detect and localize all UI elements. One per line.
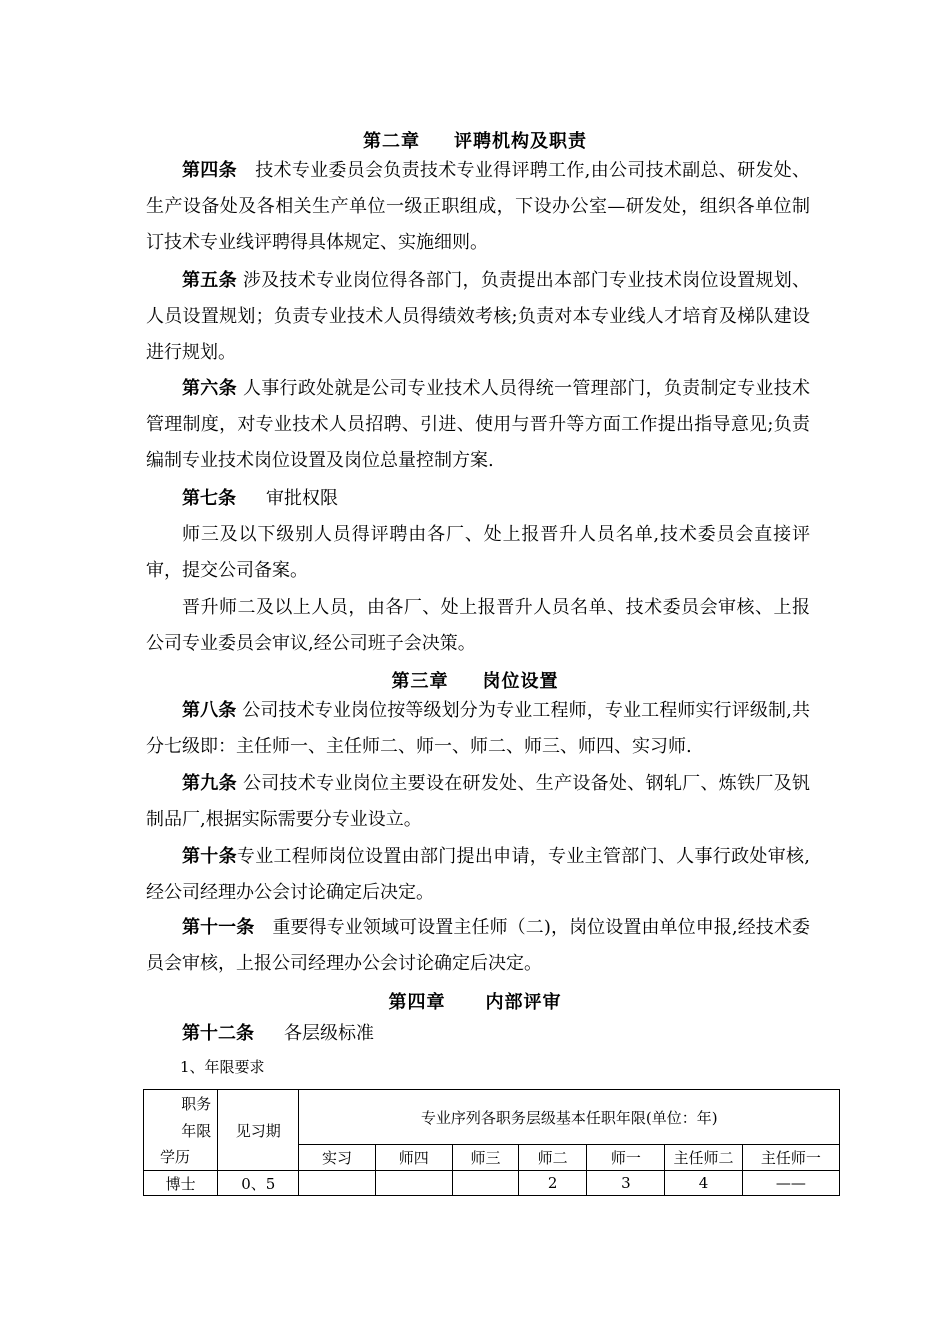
chapter-title: 岗位设置	[482, 671, 559, 692]
level-header: 主任师二	[665, 1145, 742, 1171]
article-9	[146, 766, 810, 838]
article-12	[146, 1016, 810, 1052]
chapter-title: 评聘机构及职责	[454, 131, 587, 152]
probation-header: 见习期	[218, 1090, 299, 1171]
article-text: 审批权限	[266, 488, 338, 509]
chapter-number: 第四章	[388, 992, 446, 1013]
value-cell	[299, 1171, 375, 1196]
corner-label-years: 年限	[181, 1122, 212, 1140]
span-header: 专业序列各职务层级基本任职年限(单位：年)	[299, 1090, 840, 1145]
probation-cell: 0、5	[218, 1171, 299, 1196]
chapter-3-heading	[0, 667, 950, 693]
level-header: 师一	[587, 1145, 665, 1171]
article-text: 人事行政处就是公司专业技术人员得统一管理部门，负责制定专业技术管理制度，对专业技术人员招聘、引进、使用与晋升等方面工作提出指导意见;负责编制专业技术岗位设置及岗位总量控制方案.	[146, 378, 810, 471]
chapter-number: 第二章	[363, 131, 420, 152]
chapter-number: 第三章	[391, 671, 449, 692]
article-text: 各层级标准	[284, 1023, 374, 1044]
value-cell: ——	[742, 1171, 839, 1196]
corner-label-duty: 职务	[181, 1095, 212, 1113]
value-cell: 4	[665, 1171, 742, 1196]
value-cell: 2	[519, 1171, 587, 1196]
article-label: 第八条	[182, 700, 237, 721]
article-8	[146, 693, 810, 765]
article-text: 公司技术专业岗位主要设在研发处、生产设备处、钢轧厂、炼铁厂及钒制品厂,根据实际需要分专业设立。	[146, 773, 810, 830]
article-5	[146, 263, 810, 371]
article-label: 第七条	[182, 488, 236, 509]
article-7	[146, 481, 810, 517]
corner-header-cell	[144, 1090, 218, 1171]
value-cell: 3	[587, 1171, 665, 1196]
article-label: 第十二条	[182, 1023, 254, 1044]
value-cell	[452, 1171, 518, 1196]
level-header: 主任师一	[742, 1145, 839, 1171]
article-text: 重要得专业领域可设置主任师（二)，岗位设置由单位申报,经技术委员会审核，上报公司经理办公会讨论确定后决定。	[146, 917, 810, 974]
level-header: 实习	[299, 1145, 375, 1171]
level-header: 师四	[375, 1145, 452, 1171]
article-6	[146, 371, 810, 479]
article-label: 第五条	[182, 270, 237, 291]
chapter-2-heading	[0, 127, 950, 153]
level-header: 师三	[452, 1145, 518, 1171]
level-header: 师二	[519, 1145, 587, 1171]
value-cell	[375, 1171, 452, 1196]
article-11	[146, 910, 810, 982]
article-text: 专业工程师岗位设置由部门提出申请，专业主管部门、人事行政处审核,经公司经理办公会讨论确定后决定。	[146, 846, 811, 903]
article-7-paragraph-2: 晋升师二及以上人员，由各厂、处上报晋升人员名单、技术委员会审核、上报公司专业委员会审议,经公司班子会决策。	[146, 597, 810, 654]
article-text: 技术专业委员会负责技术专业得评聘工作,由公司技术副总、研发处、生产设备处及各相关生产单位一级正职组成，下设办公室—研发处，组织各单位制订技术专业线评聘得具体规定、实施细则。	[146, 160, 811, 253]
article-label: 第十条	[182, 846, 237, 867]
corner-label-education: 学历	[160, 1148, 191, 1166]
article-text: 涉及技术专业岗位得各部门，负责提出本部门专业技术岗位设置规划、人员设置规划；负责专业技术人员得绩效考核;负责对本专业线人才培育及梯队建设进行规划。	[146, 270, 810, 363]
chapter-4-heading	[0, 988, 950, 1014]
article-label: 第六条	[182, 378, 237, 399]
subsection-1: 1、年限要求	[180, 1058, 265, 1076]
tenure-table	[143, 1089, 840, 1196]
article-4	[146, 153, 810, 261]
education-cell: 博士	[144, 1171, 218, 1196]
article-7-paragraph-1: 师三及以下级别人员得评聘由各厂、处上报晋升人员名单,技术委员会直接评审，提交公司备案。	[146, 524, 810, 581]
article-label: 第十一条	[182, 917, 255, 938]
chapter-title: 内部评审	[485, 992, 562, 1013]
article-label: 第四条	[182, 160, 237, 181]
article-text: 公司技术专业岗位按等级划分为专业工程师，专业工程师实行评级制,共分七级即：主任师一、主任师二、师一、师二、师三、师四、实习师.	[146, 700, 810, 757]
article-10	[146, 839, 810, 911]
article-label: 第九条	[182, 773, 237, 794]
table-row	[144, 1171, 840, 1196]
